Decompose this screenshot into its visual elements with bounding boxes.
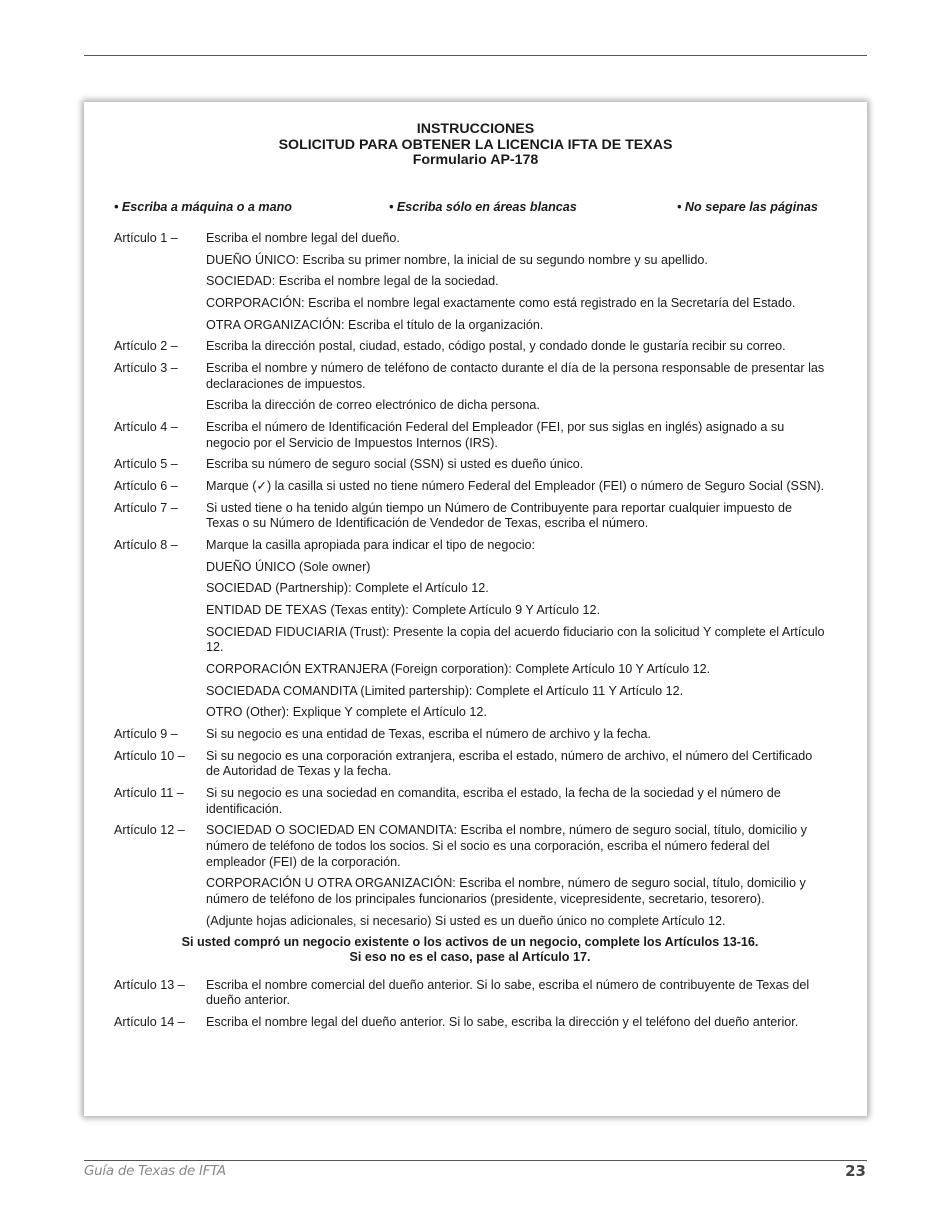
article-row xyxy=(114,625,826,656)
title-line-3: Formulario AP-178 xyxy=(412,152,539,168)
article-label xyxy=(114,560,206,576)
note-white-areas: • Escriba sólo en áreas blancas xyxy=(389,200,577,214)
article-label xyxy=(114,705,206,721)
article-label: Artículo 5 – xyxy=(114,457,178,472)
article-label: Artículo 12 – xyxy=(114,823,185,838)
article-label: Artículo 1 – xyxy=(114,231,178,245)
article-label: Artículo 7 – xyxy=(114,500,178,515)
article-label: Artículo 13 – xyxy=(114,977,185,992)
article-row xyxy=(114,876,826,907)
note-no-separate: • No separe las páginas xyxy=(677,200,818,214)
article-text: Si su negocio es una entidad de Texas, escriba el número de archivo y la fecha. xyxy=(206,727,652,742)
article-text: OTRA ORGANIZACIÓN: Escriba el título de la organización. xyxy=(206,317,544,332)
article-text: Escriba el número de Identificación Federal del Empleador (FEI, por sus siglas en inglés) asignado a su negocio por el Servicio de Impuestos Internos (IRS). xyxy=(206,420,785,450)
article-text: CORPORACIÓN U OTRA ORGANIZACIÓN: Escriba el nombre, número de seguro social, título, domicilio y número de teléfono de los principales funcionarios (presidente, vicepresidente, secretario, tesorero). xyxy=(206,876,806,906)
article-label: Artículo 11 – xyxy=(114,786,184,801)
article-text: OTRO (Other): Explique Y complete el Artículo 12. xyxy=(206,705,487,720)
article-label: Artículo 6 – xyxy=(114,479,178,494)
article-label: Artículo 4 – xyxy=(114,420,178,435)
article-row xyxy=(114,398,826,414)
article-text: Escriba el nombre y número de teléfono de contacto durante el día de la persona responsable de presentar las declaraciones de impuestos. xyxy=(206,361,825,391)
top-rule xyxy=(84,55,867,56)
article-text: Si su negocio es una sociedad en comandita, escriba el estado, la fecha de la sociedad y el número de identificación. xyxy=(206,786,781,816)
article-label xyxy=(114,318,206,334)
article-text: SOCIEDAD FIDUCIARIA (Trust): Presente la copia del acuerdo fiduciario con la solicitud Y complete el Artículo 12. xyxy=(206,624,825,655)
article-text: DUEÑO ÚNICO (Sole owner) xyxy=(206,559,371,574)
article-row xyxy=(114,705,826,721)
article-row xyxy=(114,978,826,1009)
article-text: SOCIEDAD (Partnership): Complete el Artículo 12. xyxy=(206,581,489,596)
article-label xyxy=(114,914,206,930)
article-text: Escriba el nombre legal del dueño. xyxy=(206,231,400,245)
article-text: SOCIEDAD: Escriba el nombre legal de la sociedad. xyxy=(206,274,499,289)
article-label xyxy=(114,296,206,312)
article-row xyxy=(114,253,826,269)
article-text: DUEÑO ÚNICO: Escriba su primer nombre, la inicial de su segundo nombre y su apellido. xyxy=(206,252,708,267)
article-text: Marque la casilla apropiada para indicar el tipo de negocio: xyxy=(206,538,536,553)
article-label: Artículo 10 – xyxy=(114,748,185,763)
article-row xyxy=(114,823,826,870)
article-row xyxy=(114,274,826,290)
article-row xyxy=(114,581,826,597)
article-row xyxy=(114,749,826,780)
article-text: CORPORACIÓN EXTRANJERA (Foreign corporation): Complete Artículo 10 Y Artículo 12. xyxy=(206,662,711,677)
article-row xyxy=(114,296,826,312)
article-label xyxy=(114,274,206,290)
purchased-business-note xyxy=(114,935,826,965)
article-text: SOCIEDAD O SOCIEDAD EN COMANDITA: Escriba el nombre, número de seguro social, título, domicilio y número de teléfono de todos los socios. Si el socio es una corporación, escriba el número federal del empleador (FEI) de la corporación. xyxy=(206,823,807,869)
article-label: Artículo 9 – xyxy=(114,727,178,742)
article-row xyxy=(114,1015,826,1031)
article-label: Artículo 3 – xyxy=(114,361,178,376)
article-label xyxy=(114,625,206,656)
article-row xyxy=(114,501,826,532)
center-note-line-1: Si usted compró un negocio existente o los activos de un negocio, complete los Artículos 13-16. xyxy=(181,935,759,950)
article-row xyxy=(114,457,826,473)
article-row xyxy=(114,914,826,930)
page-number: 23 xyxy=(845,1162,866,1180)
article-row xyxy=(114,231,826,247)
article-label: Artículo 2 – xyxy=(114,339,178,354)
article-text: SOCIEDADA COMANDITA (Limited partership): Complete el Artículo 11 Y Artículo 12. xyxy=(206,683,684,698)
article-row xyxy=(114,318,826,334)
article-label xyxy=(114,253,206,269)
article-row xyxy=(114,560,826,576)
article-text: Si usted tiene o ha tenido algún tiempo un Número de Contribuyente para reportar cualquier impuesto de Texas o su Número de Identificación de Vendedor de Texas, escriba el número. xyxy=(206,500,792,531)
article-label xyxy=(114,398,206,414)
article-row xyxy=(114,727,826,743)
footer-title: Guía de Texas de IFTA xyxy=(84,1163,226,1179)
article-label xyxy=(114,603,206,619)
article-text: Escriba su número de seguro social (SSN) si usted es dueño único. xyxy=(206,457,584,472)
article-label: Artículo 8 – xyxy=(114,538,178,553)
article-label: Artículo 14 – xyxy=(114,1014,185,1029)
article-row xyxy=(114,361,826,392)
article-text: ENTIDAD DE TEXAS (Texas entity): Complete Artículo 9 Y Artículo 12. xyxy=(206,603,601,618)
article-row xyxy=(114,420,826,451)
article-row xyxy=(114,662,826,678)
article-label xyxy=(114,662,206,678)
instructions-title xyxy=(84,122,867,169)
article-text: Marque (✓) la casilla si usted no tiene número Federal del Empleador (FEI) o número de Seguro Social (SSN). xyxy=(206,479,825,494)
instructions-panel xyxy=(84,102,867,1116)
article-text: Escriba el nombre comercial del dueño anterior. Si lo sabe, escriba el número de contribuyente de Texas del dueño anterior. xyxy=(206,977,810,1008)
title-line-1: INSTRUCCIONES xyxy=(416,121,535,137)
article-row xyxy=(114,339,826,355)
article-text: CORPORACIÓN: Escriba el nombre legal exactamente como está registrado en la Secretaría del Estado. xyxy=(206,296,796,311)
title-line-2: SOLICITUD PARA OBTENER LA LICENCIA IFTA DE TEXAS xyxy=(278,136,673,153)
article-text: (Adjunte hojas adicionales, si necesario) Si usted es un dueño único no complete Artículo 12. xyxy=(206,913,726,928)
article-label xyxy=(114,581,206,597)
article-row xyxy=(114,603,826,619)
article-row xyxy=(114,479,826,495)
articles-list xyxy=(114,231,826,1037)
article-row xyxy=(114,786,826,817)
article-text: Escriba la dirección postal, ciudad, estado, código postal, y condado donde le gustaría recibir su correo. xyxy=(206,339,786,354)
article-row xyxy=(114,684,826,700)
article-label xyxy=(114,684,206,700)
article-label xyxy=(114,876,206,907)
article-text: Si su negocio es una corporación extranjera, escriba el estado, número de archivo, el número del Certificado de Autoridad de Texas y la fecha. xyxy=(206,748,813,779)
article-text: Escriba el nombre legal del dueño anterior. Si lo sabe, escriba la dirección y el teléfono del dueño anterior. xyxy=(206,1014,799,1029)
article-text: Escriba la dirección de correo electrónico de dicha persona. xyxy=(206,398,540,413)
article-row xyxy=(114,538,826,554)
note-typewrite: • Escriba a máquina o a mano xyxy=(114,200,292,214)
bottom-rule xyxy=(84,1160,867,1161)
center-note-line-2: Si eso no es el caso, pase al Artículo 17. xyxy=(349,950,591,965)
